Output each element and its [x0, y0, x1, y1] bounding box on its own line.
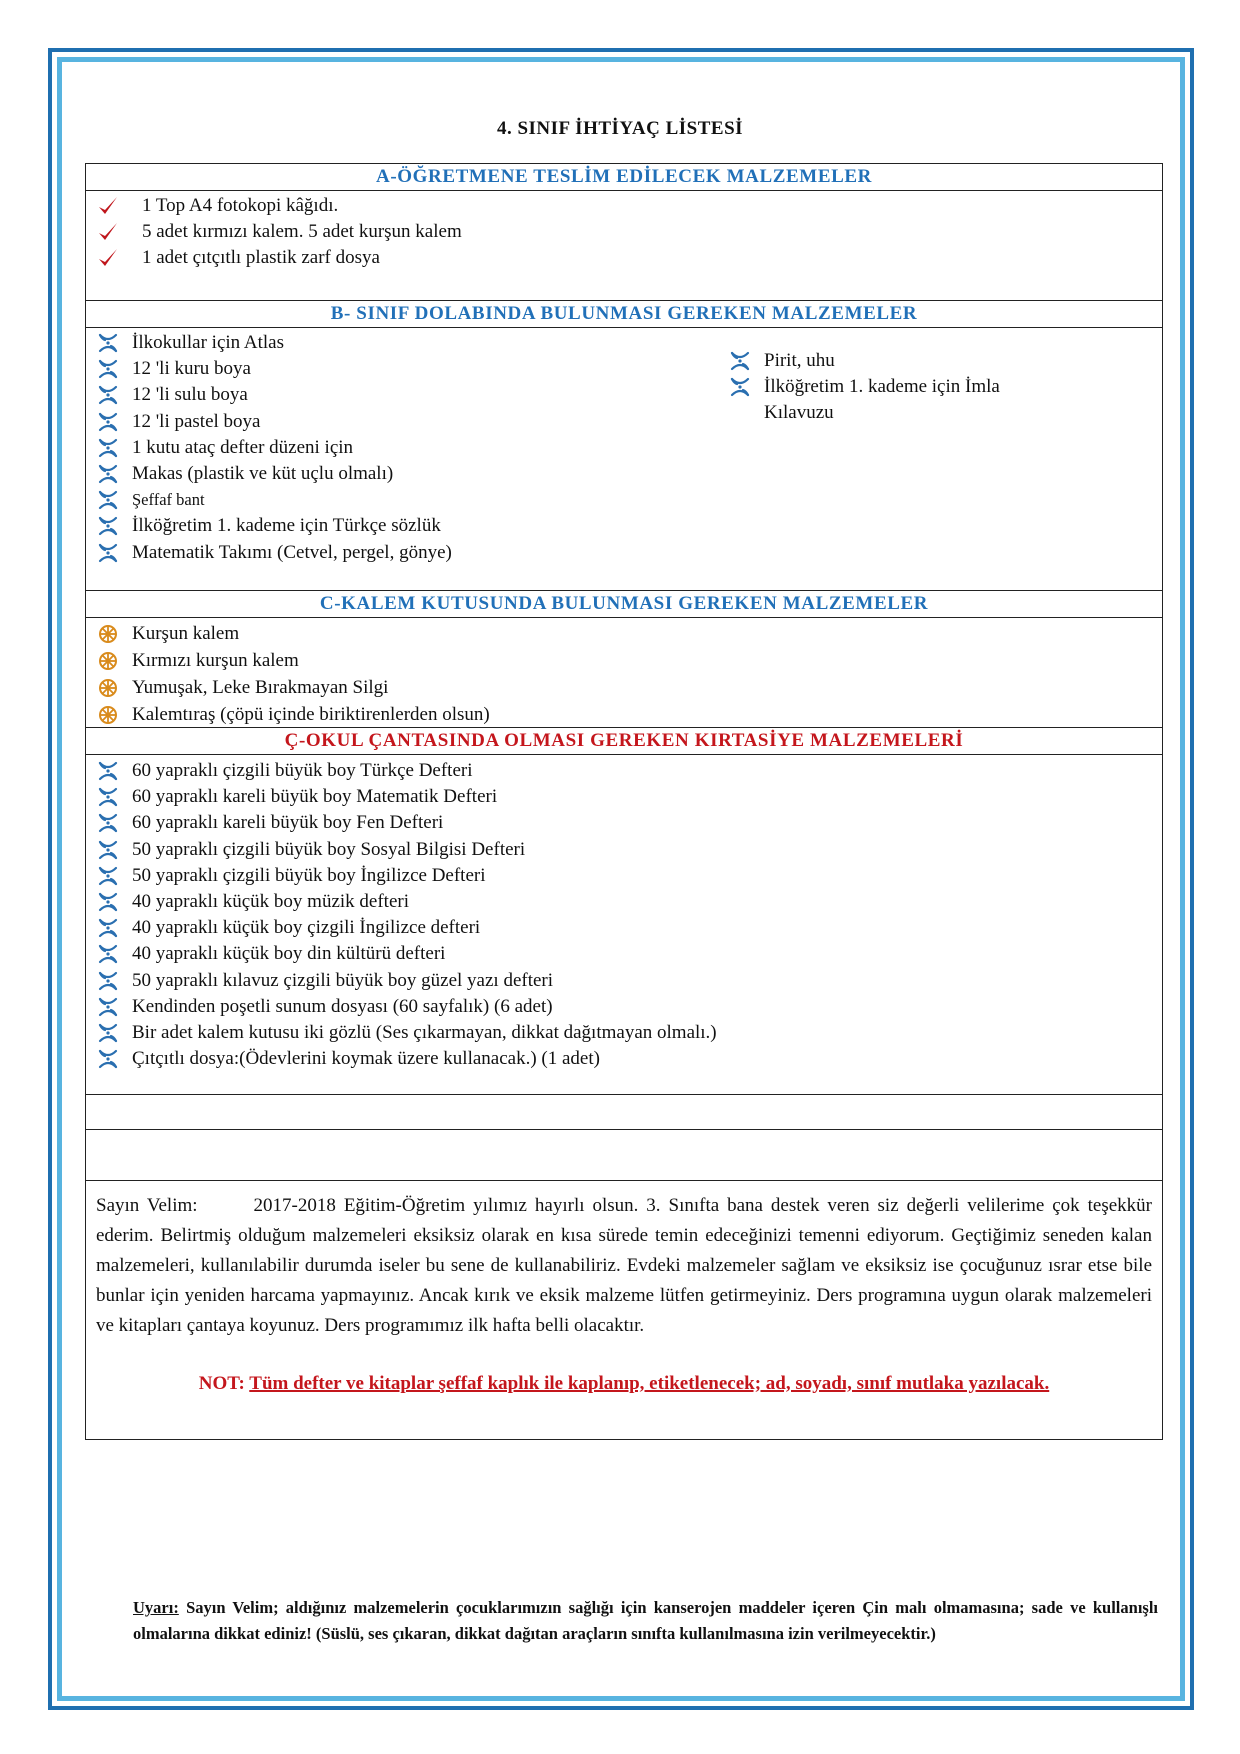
list-item: Makas (plastik ve küt uçlu olmalı): [96, 461, 1162, 487]
cross-flourish-icon: [728, 350, 752, 372]
section-c-list: [96, 620, 1162, 728]
cross-flourish-icon: [96, 943, 120, 965]
section-d-list: [96, 758, 1162, 1072]
note-body: Tüm defter ve kitaplar şeffaf kaplık ile kaplanıp, etiketlenecek; ad, soyadı, sınıf mutlaka yazılacak.: [249, 1373, 1050, 1394]
cross-flourish-icon: [96, 812, 120, 834]
list-item: 12 'li sulu boya: [96, 382, 1162, 408]
cross-flourish-icon: [96, 891, 120, 913]
section-c-body: [86, 618, 1162, 728]
flower-wheel-icon: [96, 650, 120, 672]
flower-wheel-icon: [96, 704, 120, 726]
section-d-heading: Ç-OKUL ÇANTASINDA OLMASI GEREKEN KIRTASİYE MALZEMELERİ: [86, 728, 1162, 755]
cross-flourish-icon: [96, 917, 120, 939]
list-item: 50 yapraklı çizgili büyük boy İngilizce Defteri: [96, 863, 1162, 889]
checkmark-icon: [96, 221, 120, 243]
page-title: 4. SINIF İHTİYAÇ LİSTESİ: [496, 118, 744, 139]
list-item: Bir adet kalem kutusu iki gözlü (Ses çıkarmayan, dikkat dağıtmayan olmalı.): [96, 1020, 1162, 1046]
section-c-heading: C-KALEM KUTUSUNDA BULUNMASI GEREKEN MALZEMELER: [86, 591, 1162, 618]
list-item: 50 yapraklı kılavuz çizgili büyük boy güzel yazı defteri: [96, 968, 1162, 994]
section-b-heading: B- SINIF DOLABINDA BULUNMASI GEREKEN MALZEMELER: [86, 301, 1162, 328]
list-item: 60 yapraklı çizgili büyük boy Türkçe Defteri: [96, 758, 1162, 784]
cross-flourish-icon: [96, 760, 120, 782]
cross-flourish-icon: [96, 1022, 120, 1044]
cross-flourish-icon: [96, 463, 120, 485]
letter-body: 2017-2018 Eğitim-Öğretim yılımız hayırlı olsun. 3. Sınıfta bana destek veren siz değerli velilerime çok teşekkür ederim. Belirtmiş olduğum malzemeleri eksiksiz olarak en kısa sürede temin edeceğinizi temenni ediyorum. Geçtiğimiz seneden kalan malzemeleri, kullanılabilir durumda iseler bu sene de kullanabiliriz. Evdeki malzemeler sağlam ve eksiksiz ise çocuğunuz ısrar etse bile bunlar için yeniden harcama yapmayınız. Ancak kırık ve eksik malzeme lütfen getirmeyiniz. Ders programına uygun olarak malzemeleri ve kitapları çantaya koyunuz. Ders programımız ilk hafta belli olacaktır.: [96, 1195, 1152, 1336]
list-item: 12 'li kuru boya: [96, 356, 1162, 382]
list-item: 50 yapraklı çizgili büyük boy Sosyal Bilgisi Defteri: [96, 837, 1162, 863]
letter-salutation: Sayın Velim:: [96, 1195, 198, 1216]
list-item: Matematik Takımı (Cetvel, pergel, gönye): [96, 540, 1162, 566]
list-item: Kendinden poşetli sunum dosyası (60 sayfalık) (6 adet): [96, 994, 1162, 1020]
warning-paragraph: [133, 1595, 1158, 1647]
section-a-body: [86, 191, 1162, 301]
cross-flourish-icon: [96, 437, 120, 459]
flower-wheel-icon: [96, 623, 120, 645]
list-item: Yumuşak, Leke Bırakmayan Silgi: [96, 674, 1162, 701]
section-d-body: [86, 755, 1162, 1095]
list-item: İlköğretim 1. kademe için İmla Kılavuzu: [728, 374, 1048, 426]
cross-flourish-icon: [96, 996, 120, 1018]
section-a-heading: A-ÖĞRETMENE TESLİM EDİLECEK MALZEMELER: [86, 164, 1162, 191]
list-item: Kalemtıraş (çöpü içinde biriktirenlerden olsun): [96, 701, 1162, 728]
warning-label: Uyarı:: [133, 1598, 179, 1617]
cross-flourish-icon: [96, 384, 120, 406]
cross-flourish-icon: [96, 970, 120, 992]
list-item: 40 yapraklı küçük boy din kültürü defteri: [96, 941, 1162, 967]
list-item: 5 adet kırmızı kalem. 5 adet kurşun kalem: [96, 219, 1162, 245]
cross-flourish-icon: [96, 411, 120, 433]
cross-flourish-icon: [728, 376, 752, 398]
list-item: 1 kutu ataç defter düzeni için: [96, 435, 1162, 461]
list-item: İlkokullar için Atlas: [96, 330, 1162, 356]
cross-flourish-icon: [96, 332, 120, 354]
cross-flourish-icon: [96, 839, 120, 861]
list-item: 1 Top A4 fotokopi kâğıdı.: [96, 193, 1162, 219]
list-item: İlköğretim 1. kademe için Türkçe sözlük: [96, 513, 1162, 539]
blank-row: [86, 1130, 1162, 1181]
section-b-right-list: [728, 348, 1048, 426]
checkmark-icon: [96, 195, 120, 217]
cross-flourish-icon: [96, 358, 120, 380]
list-item: 60 yapraklı kareli büyük boy Fen Defteri: [96, 810, 1162, 836]
checkmark-icon: [96, 247, 120, 269]
cross-flourish-icon: [96, 786, 120, 808]
list-item: 60 yapraklı kareli büyük boy Matematik Defteri: [96, 784, 1162, 810]
list-item: Şeffaf bant: [96, 487, 1162, 513]
blank-row: [86, 1095, 1162, 1130]
cross-flourish-icon: [96, 1048, 120, 1070]
list-item: Pirit, uhu: [728, 348, 1048, 374]
list-item: 12 'li pastel boya: [96, 409, 1162, 435]
parent-letter: [86, 1181, 1162, 1439]
list-item: 40 yapraklı küçük boy müzik defteri: [96, 889, 1162, 915]
section-b-body: [86, 328, 1162, 591]
note: [96, 1369, 1152, 1399]
list-item: 40 yapraklı küçük boy çizgili İngilizce defteri: [96, 915, 1162, 941]
list-item: Çıtçıtlı dosya:(Ödevlerini koymak üzere kullanacak.) (1 adet): [96, 1046, 1162, 1072]
warning-body: Sayın Velim; aldığınız malzemelerin çocuklarımızın sağlığı için kanserojen maddeler içeren Çin malı olmamasına; sade ve kullanışlı olmalarına dikkat ediniz! (Süslü, ses çıkaran, dikkat dağıtan araçların sınıfta kullanılmasına izin verilmeyecektir.): [133, 1598, 1158, 1643]
cross-flourish-icon: [96, 489, 120, 511]
note-label: NOT:: [198, 1373, 245, 1394]
cross-flourish-icon: [96, 515, 120, 537]
cross-flourish-icon: [96, 865, 120, 887]
cross-flourish-icon: [96, 542, 120, 564]
flower-wheel-icon: [96, 677, 120, 699]
list-item: 1 adet çıtçıtlı plastik zarf dosya: [96, 245, 1162, 271]
list-item: Kırmızı kurşun kalem: [96, 647, 1162, 674]
section-a-list: [96, 193, 1162, 272]
supply-list-table: [85, 163, 1163, 1440]
list-item: Kurşun kalem: [96, 620, 1162, 647]
